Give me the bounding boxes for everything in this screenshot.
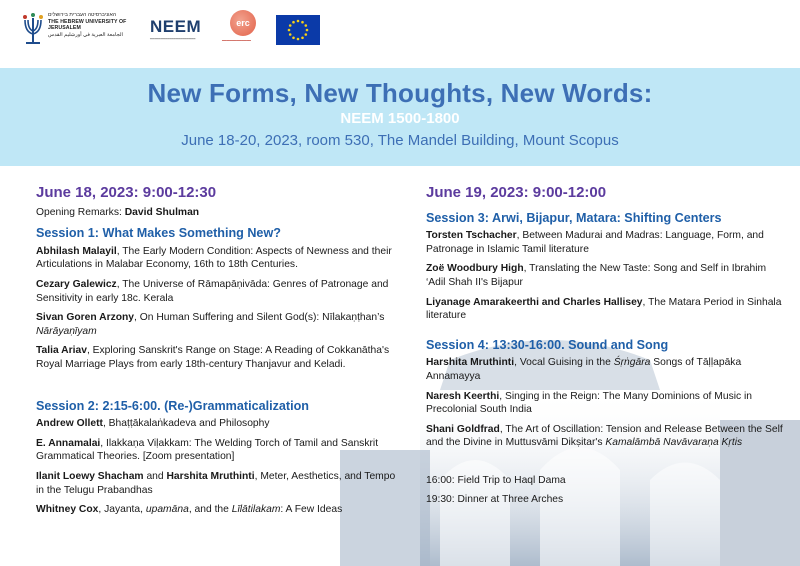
talk-title: , Singing in the Reign: The Many Dominions of Music in Precolonial South India [426,390,753,416]
talk-title-italic: Nārāyaṇīyam [36,325,97,337]
eu-flag-icon [276,15,320,45]
neem-logo [150,18,210,41]
huji-arabic: الجامعة العبرية في أورشليم القدس [48,31,123,38]
talk-speaker: Liyanage Amarakeerthi and Charles Hallisey [426,296,643,308]
talk-title: , Between Madurai and Madras: Language, Form, and Patronage in Islamic Tamil literature [426,230,764,255]
talk-item [36,437,406,464]
neem-wordmark: NEEM [150,17,202,36]
talk-title: , Exploring Sanskrit's Range on Stage: A Reading of Cokkanātha's Royal Marriage Plays from early 18th-century Thanjavur and Keladi. [36,345,390,370]
talk-item [426,262,786,289]
talk-title: , Ilakkaṇa Viḷakkam: The Welding Torch of Tamil and Sanskrit Grammatical Theories. [Zoom presentation] [36,437,379,463]
talk-title: , On Human Suffering and Silent God(s): Nīlakaṇṭhan’s [134,312,385,324]
huji-hebrew: האוניברסיטה העברית בירושלים [48,12,117,18]
talk-title: , The Universe of Rāmapāṇivāda: Genres of Patronage and Sensitivity in early 18c. Kerala [36,278,389,304]
talk-item [36,417,406,431]
talk-title: , Meter, Aesthetics, and Tempo in the Telugu Prabandhas [36,470,396,496]
opening-label: Opening Remarks: [36,206,125,218]
talk-item [36,503,406,517]
event-info: June 18-20, 2023, room 530, The Mandel Building, Mount Scopus [181,132,619,149]
talk-title-italic: Kamalāmbā Navāvaraṇa Kṛtis [605,437,743,449]
day2-heading: June 19, 2023: 9:00-12:00 [426,184,607,201]
session4-heading: Session 4: 13:30-16:00. Sound and Song [426,337,669,352]
talk-joiner: and [143,470,167,482]
huji-logo [22,12,153,46]
talk-title: , The Art of Oscillation: Tension and Release Between the Self and the Divine in Muttusvāmi Dikṣitar's [426,423,783,449]
talk-title-italic: upamāna [145,504,189,516]
talk-title: , Jayanta, [98,504,146,516]
erc-emblem-icon [230,10,256,36]
talk-item [426,296,786,323]
day2-column [426,186,786,511]
talk-speaker: E. Annamalai [36,437,101,449]
erc-subtext: ━━━━━━━━━━━━ [222,38,251,43]
huji-english: THE HEBREW UNIVERSITY OF JERUSALEM [48,18,127,32]
talk-title: , Vocal Guising in the [514,357,614,369]
talk-item [36,311,406,338]
talk-item [426,229,786,256]
session1-heading: Session 1: What Makes Something New? [36,226,281,241]
talk-title-italic: Līlātilakam [231,504,281,516]
talk-speaker: Ilanit Loewy Shacham [36,470,144,482]
talk-title: , Bhaṭṭākalaṅkadeva and Philosophy [102,418,270,430]
talk-item [36,470,406,497]
talk-speaker: Abhilash Malayil [36,245,117,257]
day1-heading: June 18, 2023: 9:00-12:30 [36,184,217,201]
neem-subtext: ━━━━━━━━━━━━━━━━━━━━━ [150,37,196,41]
talk-item [36,245,406,272]
session3-heading: Session 3: Arwi, Bijapur, Matara: Shifting Centers [426,210,722,225]
talk-speaker: Harshita Mruthinti [166,470,255,482]
talk-speaker: Talia Ariav [36,345,87,357]
talk-title-italic: Śṛṅgāra [613,357,651,369]
erc-logo [222,10,280,43]
opening-speaker: David Shulman [124,206,200,218]
day1-column [36,186,406,523]
talk-item [426,356,786,383]
erc-wordmark: erc [236,18,250,28]
session2-heading: Session 2: 2:15-6:00. (Re-)Grammaticalization [36,398,309,413]
talk-title: , and the [188,504,232,516]
talk-title: , The Matara Period in Sinhala literature [426,296,782,322]
talk-speaker: Sivan Goren Arzony [36,312,135,324]
talk-speaker: Cezary Galewicz [36,278,117,290]
talk-speaker: Harshita Mruthinti [426,357,515,369]
menorah-icon [22,12,44,46]
opening-remarks [36,206,406,220]
talk-speaker: Andrew Ollett [36,418,103,430]
talk-item [426,423,786,450]
talk-item [36,278,406,305]
talk-item [426,390,786,417]
logo-bar [0,0,800,62]
talk-title: : A Few Ideas [280,504,343,516]
event-dinner: 19:30: Dinner at Three Arches [426,493,564,505]
event-field-trip: 16:00: Field Trip to Haql Dama [426,474,566,486]
talk-item [36,344,406,371]
talk-title: , Translating the New Taste: Song and Self in Ibrahim ‘Adil Shah II's Bijapur [426,263,767,288]
talk-speaker: Torsten Tschacher [426,230,517,242]
talk-title: , The Early Modern Condition: Aspects of Newness and their Articulations in Malabar Economy, 16th to 18th Centuries. [36,245,392,271]
talk-title: Songs of Tāḷḷapāka Annamayya [426,357,742,382]
page-subtitle: NEEM 1500-1800 [340,110,460,127]
page-title: New Forms, New Thoughts, New Words: [147,78,653,108]
talk-speaker: Shani Goldfrad [426,423,500,435]
talk-speaker: Whitney Cox [36,504,99,516]
talk-speaker: Zoë Woodbury High [426,263,524,275]
talk-speaker: Naresh Keerthi [426,390,500,402]
